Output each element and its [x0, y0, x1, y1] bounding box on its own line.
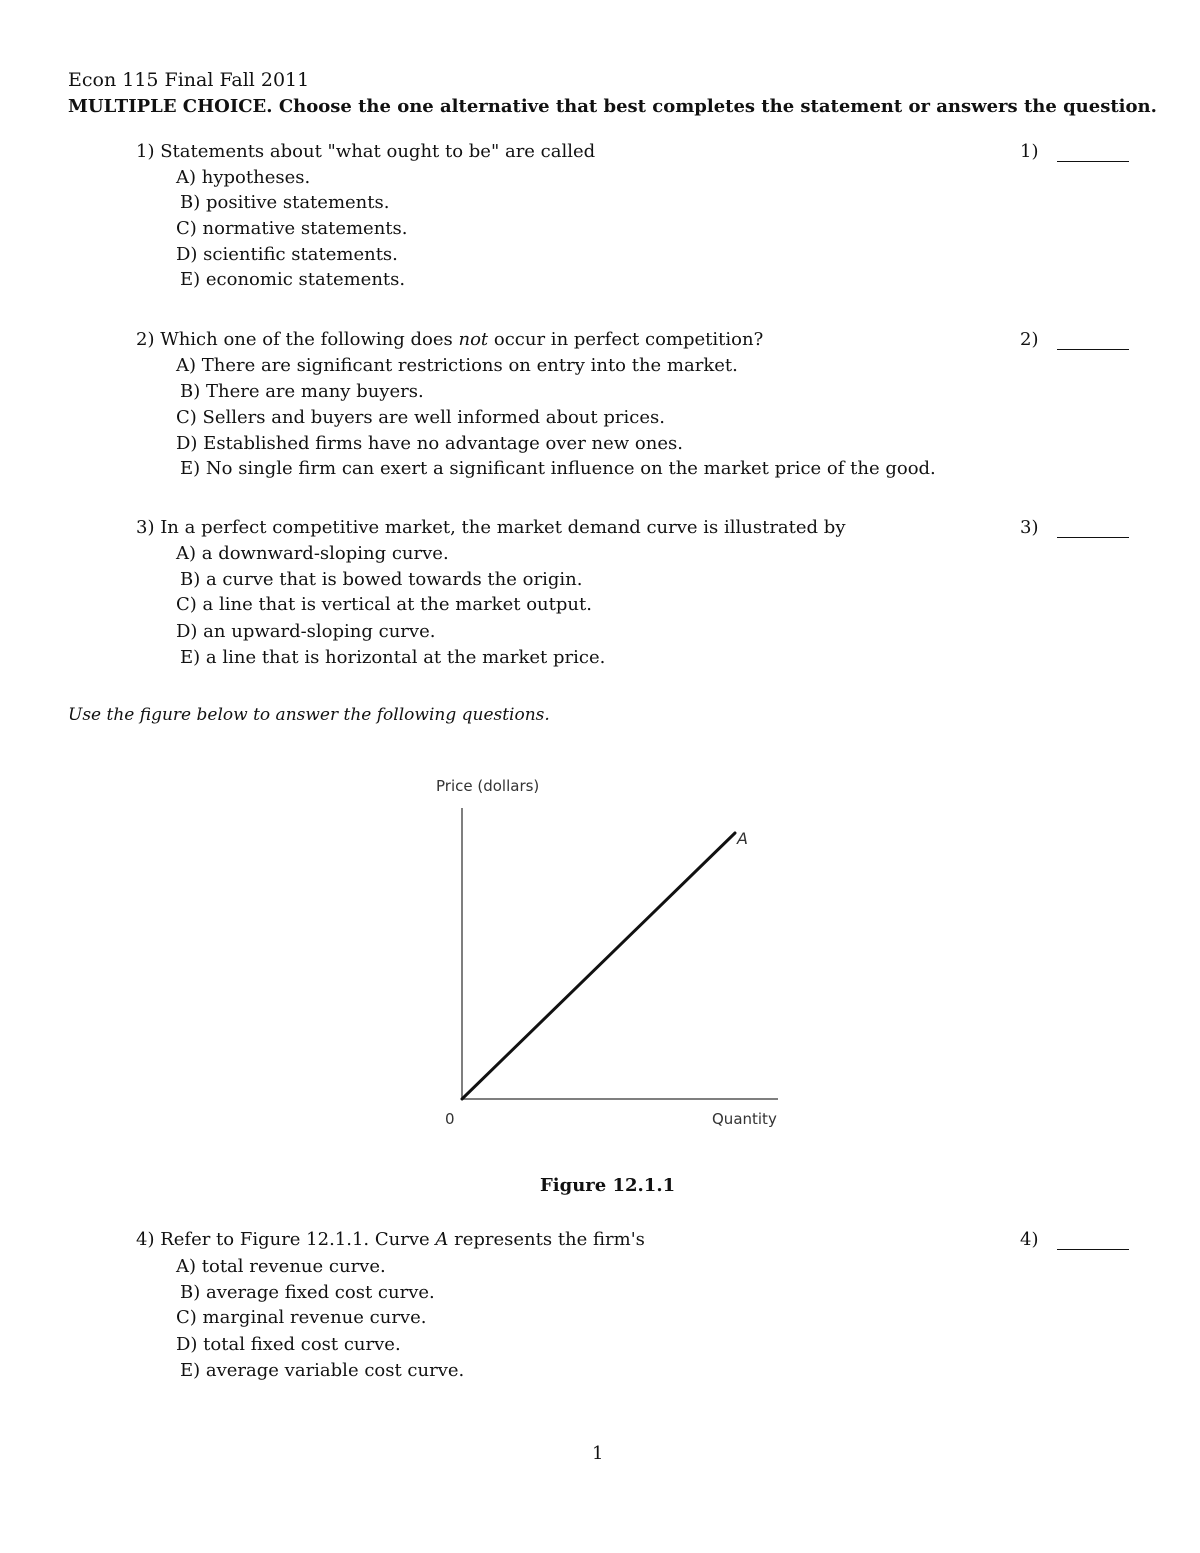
q1-option-e: E) economic statements. [180, 269, 406, 290]
page-number: 1 [592, 1443, 604, 1464]
y-axis-label: Price (dollars) [436, 777, 540, 795]
q3-option-a: A) a downward-sloping curve. [176, 543, 449, 564]
q2-option-e: E) No single firm can exert a significant influence on the market price of the good. [180, 458, 936, 479]
question-4-stem-start: 4) Refer to Figure 12.1.1. Curve [136, 1229, 436, 1250]
q2-option-a: A) There are significant restrictions on entry into the market. [176, 355, 738, 376]
question-1-stem: 1) Statements about "what ought to be" are called [136, 141, 596, 162]
question-4-stem-end: represents the firm's [448, 1229, 645, 1250]
answer-label-1: 1) [1020, 141, 1039, 162]
q4-option-d: D) total fixed cost curve. [176, 1334, 401, 1355]
figure-12-1-1 [420, 770, 800, 1140]
document-title: Econ 115 Final Fall 2011 [68, 69, 310, 91]
answer-blank-3 [1057, 537, 1129, 538]
q2-option-d: D) Established firms have no advantage over new ones. [176, 433, 683, 454]
q2-option-c: C) Sellers and buyers are well informed about prices. [176, 407, 665, 428]
q2-option-b: B) There are many buyers. [180, 381, 424, 402]
q3-option-e: E) a line that is horizontal at the market price. [180, 647, 606, 668]
q1-option-b: B) positive statements. [180, 192, 390, 213]
question-2-emphasis: not [458, 329, 489, 350]
q4-option-c: C) marginal revenue curve. [176, 1307, 427, 1328]
curve-a-label: A [737, 829, 748, 848]
q1-option-a: A) hypotheses. [176, 167, 311, 188]
q3-option-d: D) an upward-sloping curve. [176, 621, 436, 642]
x-axis-label: Quantity [712, 1110, 777, 1128]
answer-label-4: 4) [1020, 1229, 1039, 1250]
q1-option-c: C) normative statements. [176, 218, 408, 239]
q3-option-b: B) a curve that is bowed towards the origin. [180, 569, 583, 590]
answer-blank-2 [1057, 349, 1129, 350]
question-4-stem [136, 1229, 645, 1250]
q4-option-a: A) total revenue curve. [176, 1256, 386, 1277]
answer-blank-1 [1057, 161, 1129, 162]
q4-option-e: E) average variable cost curve. [180, 1360, 465, 1381]
answer-label-3: 3) [1020, 517, 1039, 538]
curve-a-line [462, 833, 735, 1099]
answer-label-2: 2) [1020, 329, 1039, 350]
q1-option-d: D) scientific statements. [176, 244, 398, 265]
question-2-stem-end: occur in perfect competition? [488, 329, 764, 350]
q3-option-c: C) a line that is vertical at the market output. [176, 594, 592, 615]
figure-instruction: Use the figure below to answer the following questions. [68, 705, 550, 725]
question-2-stem [136, 329, 763, 350]
answer-blank-4 [1057, 1249, 1129, 1250]
question-3-stem: 3) In a perfect competitive market, the market demand curve is illustrated by [136, 517, 846, 538]
section-instructions: MULTIPLE CHOICE. Choose the one alternative that best completes the statement or answers the question. [68, 96, 1157, 117]
question-4-emphasis: A [435, 1229, 449, 1250]
figure-caption: Figure 12.1.1 [540, 1175, 676, 1196]
q4-option-b: B) average fixed cost curve. [180, 1282, 435, 1303]
question-2-stem-start: 2) Which one of the following does [136, 329, 459, 350]
origin-label: 0 [445, 1110, 455, 1128]
